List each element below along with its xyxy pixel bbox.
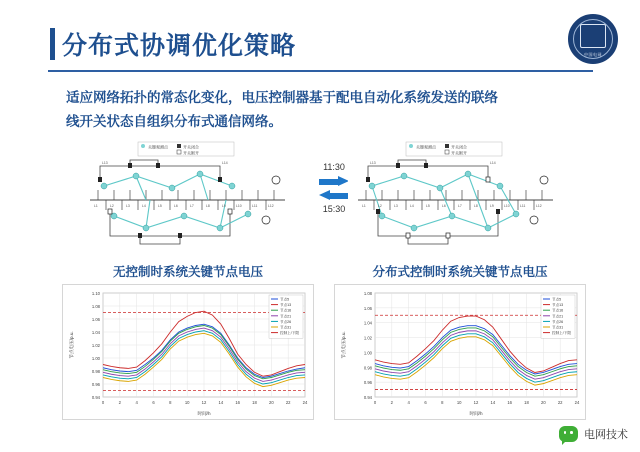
svg-text:6: 6 xyxy=(152,400,155,405)
svg-text:2: 2 xyxy=(118,400,122,405)
svg-text:控制上/下限: 控制上/下限 xyxy=(280,331,299,336)
svg-text:节点26: 节点26 xyxy=(280,319,292,324)
svg-text:L4: L4 xyxy=(410,204,414,208)
svg-text:L9: L9 xyxy=(490,204,494,208)
svg-text:12: 12 xyxy=(201,400,207,405)
svg-text:时间/h: 时间/h xyxy=(197,411,211,416)
svg-text:1.00: 1.00 xyxy=(363,350,372,356)
arrow-right-icon xyxy=(319,176,349,187)
svg-text:L3: L3 xyxy=(394,204,398,208)
chart-svg-uncontrolled xyxy=(63,285,313,419)
intro-paragraph xyxy=(66,86,586,134)
svg-text:开关断开: 开关断开 xyxy=(451,150,467,156)
svg-text:关键观测点: 关键观测点 xyxy=(148,144,168,150)
svg-text:L6: L6 xyxy=(174,204,178,208)
svg-text:20: 20 xyxy=(540,400,546,405)
svg-text:4: 4 xyxy=(135,400,138,405)
svg-text:L12: L12 xyxy=(536,204,542,208)
svg-text:20: 20 xyxy=(268,400,274,405)
svg-text:24: 24 xyxy=(574,400,580,405)
svg-text:1.08: 1.08 xyxy=(91,304,100,309)
transition-label-bottom: 15:30 xyxy=(322,204,346,214)
svg-text:1.02: 1.02 xyxy=(363,335,372,341)
svg-text:16: 16 xyxy=(235,400,241,405)
voltage-chart-uncontrolled xyxy=(62,284,314,420)
svg-text:0.94: 0.94 xyxy=(363,395,372,400)
svg-text:4: 4 xyxy=(407,400,410,405)
svg-text:0: 0 xyxy=(373,400,377,405)
svg-text:18: 18 xyxy=(252,400,257,405)
svg-text:L9: L9 xyxy=(222,204,226,208)
svg-text:L1: L1 xyxy=(94,204,98,208)
svg-text:节点31: 节点31 xyxy=(280,325,292,330)
svg-text:节点26: 节点26 xyxy=(552,319,564,324)
svg-text:节点16: 节点16 xyxy=(280,308,292,313)
network-svg-after xyxy=(348,140,563,258)
voltage-chart-distributed xyxy=(334,284,586,420)
title-divider xyxy=(48,70,593,72)
slide-header xyxy=(0,0,640,78)
svg-text:L3: L3 xyxy=(126,204,130,208)
svg-text:节点5: 节点5 xyxy=(552,297,562,302)
svg-text:控制上/下限: 控制上/下限 xyxy=(552,331,571,336)
chart-svg-distributed xyxy=(335,285,585,419)
svg-text:0: 0 xyxy=(101,400,105,405)
svg-text:节点电压/p.u.: 节点电压/p.u. xyxy=(69,331,74,359)
network-diagram-before xyxy=(80,140,295,258)
svg-text:L2: L2 xyxy=(378,204,382,208)
svg-text:L14: L14 xyxy=(222,161,228,165)
svg-text:L12: L12 xyxy=(268,204,274,208)
svg-text:关键观测点: 关键观测点 xyxy=(416,144,436,150)
svg-text:L1: L1 xyxy=(362,204,366,208)
svg-text:0.96: 0.96 xyxy=(91,382,100,387)
svg-text:0.98: 0.98 xyxy=(91,369,100,374)
logo-emblem xyxy=(580,24,606,48)
svg-text:1.04: 1.04 xyxy=(91,330,100,335)
svg-text:1.08: 1.08 xyxy=(363,291,372,296)
svg-text:节点21: 节点21 xyxy=(552,314,564,319)
svg-text:1.02: 1.02 xyxy=(91,343,100,348)
footer-brand-text: 电网技术 xyxy=(584,429,628,441)
svg-text:L8: L8 xyxy=(474,204,478,208)
svg-text:L5: L5 xyxy=(158,204,162,208)
svg-text:6: 6 xyxy=(424,400,427,405)
svg-text:1.06: 1.06 xyxy=(91,317,100,322)
svg-text:0.98: 0.98 xyxy=(363,365,372,371)
svg-text:L4: L4 xyxy=(142,204,146,208)
svg-text:1.04: 1.04 xyxy=(363,320,372,326)
svg-text:L5: L5 xyxy=(426,204,430,208)
svg-text:10: 10 xyxy=(184,400,190,405)
chart-caption-left: 无控制时系统关键节点电压 xyxy=(112,265,263,279)
svg-text:10: 10 xyxy=(456,400,462,405)
svg-text:L11: L11 xyxy=(520,204,526,208)
svg-text:16: 16 xyxy=(507,400,513,405)
svg-text:节点13: 节点13 xyxy=(552,303,564,308)
intro-line-2: 线开关状态自组织分布式通信网络。 xyxy=(66,114,282,129)
svg-text:开关断开: 开关断开 xyxy=(183,150,199,156)
svg-text:L2: L2 xyxy=(110,204,114,208)
intro-line-1: 适应网络拓扑的常态化变化，电压控制器基于配电自动化系统发送的联络 xyxy=(66,90,498,105)
svg-text:22: 22 xyxy=(285,400,291,405)
svg-text:14: 14 xyxy=(490,400,496,405)
svg-text:开关闭合: 开关闭合 xyxy=(451,144,467,150)
svg-text:L7: L7 xyxy=(458,204,462,208)
svg-text:L6: L6 xyxy=(442,204,446,208)
svg-text:节点13: 节点13 xyxy=(280,303,292,308)
chart-caption-right: 分布式控制时系统关键节点电压 xyxy=(372,265,548,279)
svg-text:节点31: 节点31 xyxy=(552,325,564,330)
svg-text:L7: L7 xyxy=(190,204,194,208)
svg-text:开关闭合: 开关闭合 xyxy=(183,144,199,150)
wechat-icon xyxy=(559,426,578,442)
logo-text: 中国电网 xyxy=(584,52,602,57)
svg-text:L10: L10 xyxy=(504,204,510,208)
svg-text:节点21: 节点21 xyxy=(280,314,292,319)
svg-text:2: 2 xyxy=(390,400,394,405)
svg-text:18: 18 xyxy=(524,400,529,405)
footer-brand xyxy=(559,426,628,442)
page-title: 分布式协调优化策略 xyxy=(62,32,297,60)
svg-text:22: 22 xyxy=(557,400,563,405)
svg-text:0.94: 0.94 xyxy=(91,395,100,400)
svg-text:L14: L14 xyxy=(490,161,496,165)
svg-text:1.06: 1.06 xyxy=(363,305,372,311)
arrow-left-icon xyxy=(319,190,349,201)
svg-text:节点5: 节点5 xyxy=(280,297,290,302)
svg-text:8: 8 xyxy=(169,400,172,405)
network-diagram-after xyxy=(348,140,563,258)
network-svg-before xyxy=(80,140,295,258)
svg-text:1.00: 1.00 xyxy=(91,356,100,361)
svg-text:12: 12 xyxy=(473,400,479,405)
university-logo xyxy=(568,14,618,64)
svg-text:24: 24 xyxy=(302,400,308,405)
title-accent-bar xyxy=(50,28,55,60)
svg-text:L10: L10 xyxy=(236,204,242,208)
svg-text:L13: L13 xyxy=(102,161,108,165)
svg-text:L13: L13 xyxy=(370,161,376,165)
svg-text:节点电压/p.u.: 节点电压/p.u. xyxy=(341,331,346,359)
network-diagram-area xyxy=(60,140,580,258)
svg-text:时间/h: 时间/h xyxy=(469,411,483,416)
svg-text:14: 14 xyxy=(218,400,224,405)
svg-text:0.96: 0.96 xyxy=(363,380,372,386)
svg-text:L11: L11 xyxy=(252,204,258,208)
transition-label-top: 11:30 xyxy=(323,162,345,172)
svg-text:L8: L8 xyxy=(206,204,210,208)
svg-text:8: 8 xyxy=(441,400,444,405)
svg-text:节点16: 节点16 xyxy=(552,308,564,313)
svg-text:1.10: 1.10 xyxy=(91,291,100,296)
